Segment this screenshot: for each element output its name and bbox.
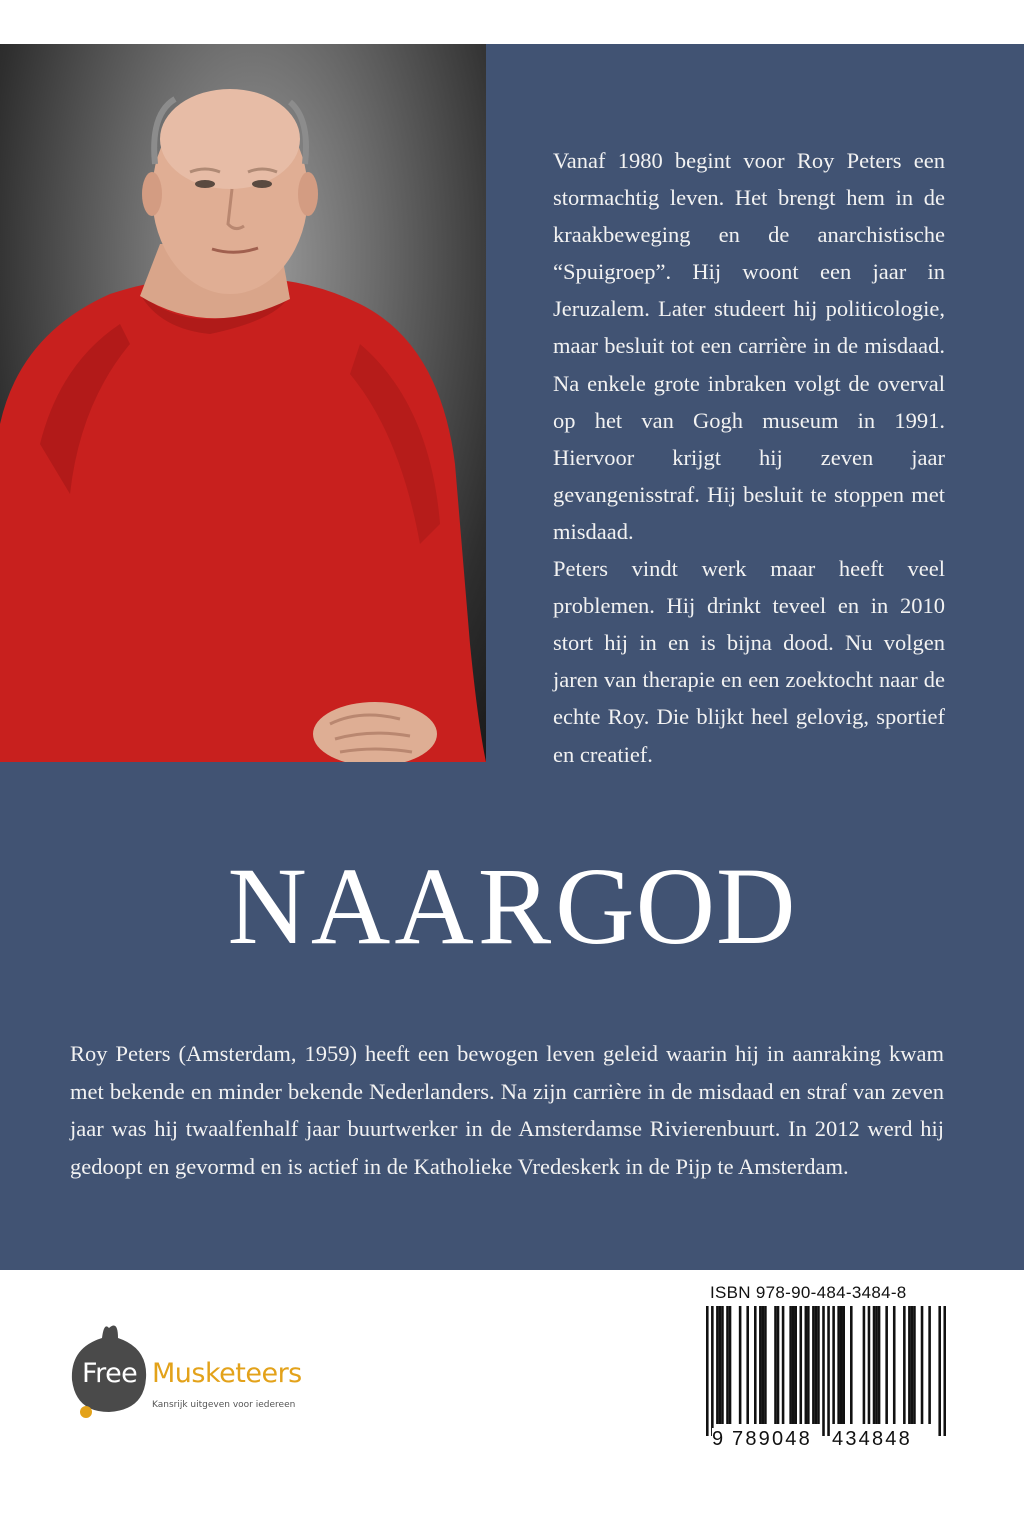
barcode-bar — [817, 1306, 820, 1424]
barcode-bar — [850, 1306, 853, 1424]
ean-left-group: 789048 — [732, 1428, 812, 1450]
barcode-bar — [840, 1306, 843, 1424]
barcode-bar — [777, 1306, 780, 1424]
barcode-bar — [842, 1306, 845, 1424]
barcode-bar — [938, 1306, 941, 1436]
barcode-bar — [913, 1306, 916, 1424]
publisher-name-free: Free — [82, 1358, 138, 1389]
barcode-bar — [719, 1306, 722, 1424]
publisher-logo — [68, 1320, 328, 1430]
barcode-bar — [893, 1306, 896, 1424]
barcode-bar — [873, 1306, 876, 1424]
barcode-bar — [885, 1306, 888, 1424]
barcode-bar — [807, 1306, 810, 1424]
barcode-bar — [726, 1306, 729, 1424]
barcode-bar — [764, 1306, 767, 1424]
barcode-bar — [822, 1306, 825, 1436]
barcode-bar — [754, 1306, 757, 1424]
barcode — [706, 1306, 946, 1436]
barcode-bar — [792, 1306, 795, 1424]
book-title — [0, 846, 1024, 966]
title-word-1: NAAR — [227, 845, 556, 967]
barcode-bar — [706, 1306, 709, 1436]
ean-first-digit: 9 — [712, 1428, 726, 1450]
barcode-bar — [943, 1306, 946, 1436]
barcode-bar — [759, 1306, 762, 1424]
barcode-bar — [928, 1306, 931, 1424]
ean-right-group: 434848 — [832, 1428, 912, 1450]
barcode-bar — [799, 1306, 802, 1424]
barcode-bar — [789, 1306, 792, 1424]
publisher-name-musketeers: Musketeers — [152, 1358, 302, 1389]
barcode-bar — [863, 1306, 866, 1424]
barcode-bar — [827, 1306, 830, 1436]
author-bio: Roy Peters (Amsterdam, 1959) heeft een bewogen leven geleid waarin hij in aanraking kwam met bekende en minder bekende Nederlanders. Na zijn carrière in de misdaad en straf van zeven jaar was hij twaalfenhalf jaar buurtwerker in de Amsterdamse Rivierenbuurt. In 2012 werd hij gedoopt en gevormd en is actief in de Katholieke Vredeskerk in de Pijp te Amsterdam. — [70, 1041, 944, 1179]
barcode-bar — [794, 1306, 797, 1424]
barcode-bar — [908, 1306, 911, 1424]
barcode-bar — [782, 1306, 785, 1424]
barcode-bar — [805, 1306, 808, 1424]
title-word-2: GOD — [555, 845, 797, 967]
barcode-bar — [812, 1306, 815, 1424]
barcode-bar — [711, 1306, 714, 1436]
description-text — [553, 142, 945, 773]
barcode-bar — [729, 1306, 732, 1424]
barcode-bar — [774, 1306, 777, 1424]
barcode-bar — [716, 1306, 719, 1424]
description-paragraph-1: Vanaf 1980 begint voor Roy Peters een stormachtig leven. Het brengt hem in de kraakbeweging en de anarchistische “Spuigroep”. Hij woont een jaar in Jeruzalem. Later studeert hij politicologie, maar besluit tot een carrière in de misdaad. Na enkele grote inbraken volgt de overval op het van Gogh museum in 1991. Hiervoor krijgt hij zeven jaar gevangenisstraf. Hij besluit te stoppen met misdaad. — [553, 148, 945, 544]
barcode-bar — [815, 1306, 818, 1424]
barcode-bar — [837, 1306, 840, 1424]
barcode-bar — [921, 1306, 924, 1424]
barcode-bar — [746, 1306, 749, 1424]
barcode-bar — [762, 1306, 765, 1424]
barcode-bar — [721, 1306, 724, 1424]
barcode-bar — [832, 1306, 835, 1424]
publisher-tagline: Kansrijk uitgeven voor iedereen — [152, 1400, 296, 1410]
barcode-bar — [739, 1306, 742, 1424]
barcode-bar — [878, 1306, 881, 1424]
barcode-bar — [868, 1306, 871, 1424]
author-photo — [0, 44, 486, 762]
isbn-label: ISBN 978-90-484-3484-8 — [710, 1283, 907, 1302]
description-paragraph-2: Peters vindt werk maar heeft veel problemen. Hij drinkt teveel en in 2010 stort hij in en is bijna dood. Nu volgen jaren van therapie en een zoektocht naar de echte Roy. Die blijkt heel gelovig, sportief en creatief. — [553, 556, 945, 767]
barcode-bar — [875, 1306, 878, 1424]
barcode-bar — [903, 1306, 906, 1424]
barcode-bar — [911, 1306, 914, 1424]
